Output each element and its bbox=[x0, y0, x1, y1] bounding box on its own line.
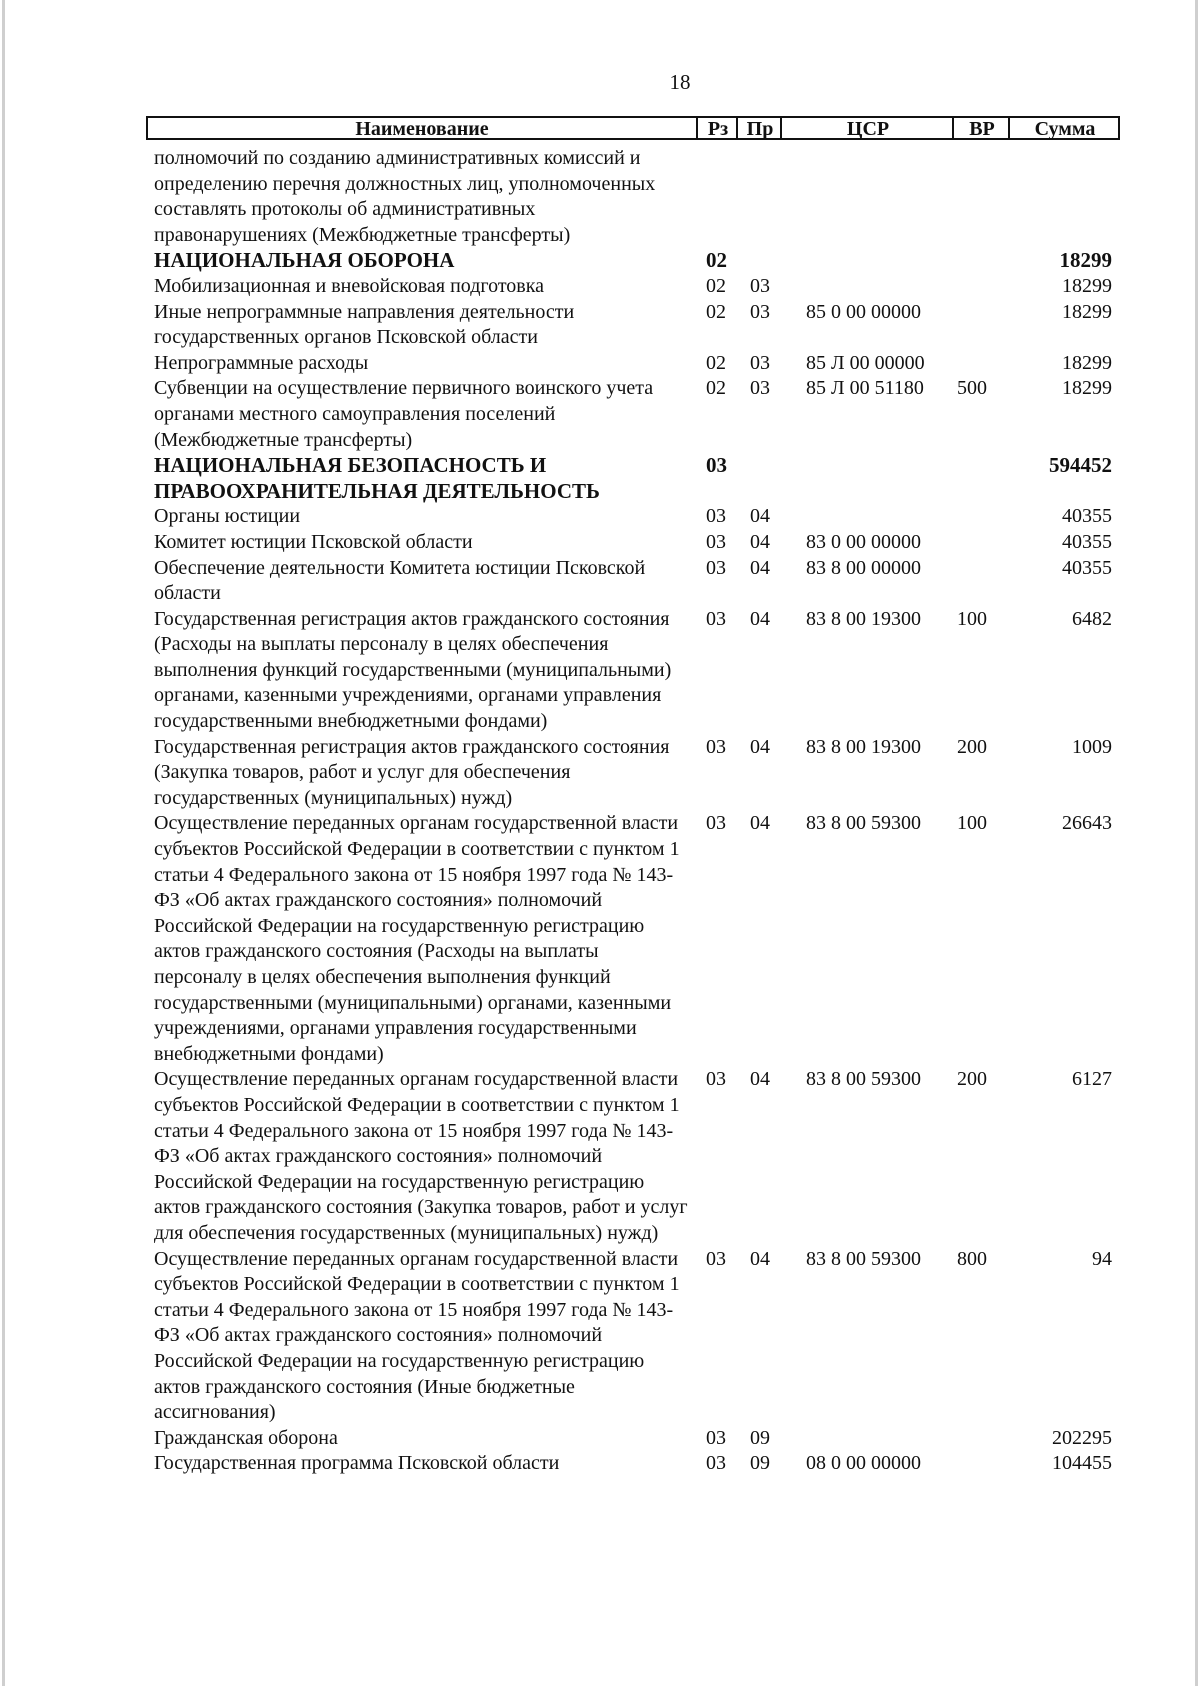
row-rz: 03 bbox=[706, 556, 726, 579]
header-pr: Пр bbox=[736, 118, 782, 138]
row-rz: 03 bbox=[706, 453, 727, 478]
scan-edge-left bbox=[2, 0, 5, 1686]
table-row bbox=[154, 274, 1120, 300]
row-pr: 09 bbox=[750, 1452, 770, 1475]
row-sum: 40355 bbox=[1062, 556, 1112, 579]
row-name: Мобилизационная и вневойсковая подготовка bbox=[154, 274, 545, 297]
budget-table bbox=[154, 146, 1120, 1477]
row-sum: 94 bbox=[1092, 1247, 1112, 1270]
table-row bbox=[154, 811, 1120, 1067]
row-sum: 18299 bbox=[1062, 300, 1112, 323]
row-name: Государственная регистрация актов гражданского состояния (Расходы на выплаты персоналу в целях обеспечения выполнения функций государственными (муниципальными) органами, казенными учреждениями, органами управления государственными внебюджетными фондами) bbox=[154, 607, 672, 733]
row-rz: 03 bbox=[706, 1452, 726, 1475]
row-name: Органы юстиции bbox=[154, 505, 301, 528]
row-pr: 03 bbox=[750, 377, 770, 400]
row-pr: 09 bbox=[750, 1426, 770, 1449]
row-rz: 02 bbox=[706, 248, 727, 273]
table-row bbox=[154, 607, 1120, 735]
table-row bbox=[154, 146, 1120, 248]
row-sum: 594452 bbox=[1049, 453, 1112, 478]
row-name: Государственная регистрация актов гражданского состояния (Закупка товаров, работ и услуг для обеспечения государственных (муниципальных) нужд) bbox=[154, 735, 670, 809]
header-csr: ЦСР bbox=[780, 118, 954, 138]
table-row bbox=[154, 376, 1120, 453]
row-sum: 18299 bbox=[1062, 377, 1112, 400]
row-csr: 83 8 00 00000 bbox=[806, 556, 921, 579]
row-rz: 03 bbox=[706, 1247, 726, 1270]
scan-edge-right bbox=[1195, 0, 1198, 1686]
row-vr: 800 bbox=[957, 1247, 987, 1270]
row-rz: 02 bbox=[706, 377, 726, 400]
row-rz: 02 bbox=[706, 274, 726, 297]
table-row bbox=[154, 556, 1120, 607]
table-row bbox=[154, 1451, 1120, 1477]
row-rz: 03 bbox=[706, 1068, 726, 1091]
row-pr: 04 bbox=[750, 1068, 770, 1091]
table-row bbox=[154, 530, 1120, 556]
row-pr: 04 bbox=[750, 505, 770, 528]
row-rz: 02 bbox=[706, 351, 726, 374]
row-sum: 1009 bbox=[1072, 735, 1112, 758]
table-row bbox=[154, 300, 1120, 351]
row-sum: 202295 bbox=[1052, 1426, 1112, 1449]
row-sum: 6127 bbox=[1072, 1068, 1112, 1091]
row-vr: 100 bbox=[957, 607, 987, 630]
row-rz: 03 bbox=[706, 1426, 726, 1449]
table-row bbox=[154, 1426, 1120, 1452]
table-row bbox=[154, 351, 1120, 377]
row-csr: 85 0 00 00000 bbox=[806, 300, 921, 323]
table-row bbox=[154, 735, 1120, 812]
row-rz: 03 bbox=[706, 735, 726, 758]
row-name: Комитет юстиции Псковской области bbox=[154, 530, 473, 553]
header-sum: Сумма bbox=[1008, 118, 1120, 138]
row-rz: 02 bbox=[706, 300, 726, 323]
row-name: Осуществление переданных органам государственной власти субъектов Российской Федерации в соответствии с пунктом 1 статьи 4 Федерального закона от 15 ноября 1997 года № 143-ФЗ «Об актах гражданского состояния» полномочий Российской Федерации на государственную регистрацию актов гражданского состояния (Закупка товаров, работ и услуг для обеспечения государственных (муниципальных) нужд) bbox=[154, 1068, 688, 1244]
row-name: Субвенции на осуществление первичного воинского учета органами местного самоуправления поселений (Межбюджетные трансферты) bbox=[154, 377, 654, 451]
row-csr: 83 8 00 59300 bbox=[806, 1068, 921, 1091]
row-name: Иные непрограммные направления деятельности государственных органов Псковской области bbox=[154, 300, 575, 349]
row-name: полномочий по созданию административных комиссий и определению перечня должностных лиц, уполномоченных составлять протоколы об административных правонарушениях (Межбюджетные трансферты) bbox=[154, 147, 656, 246]
table-row bbox=[154, 1247, 1120, 1426]
header-vr: ВР bbox=[952, 118, 1010, 138]
row-pr: 03 bbox=[750, 300, 770, 323]
row-csr: 08 0 00 00000 bbox=[806, 1452, 921, 1475]
table-row bbox=[154, 453, 1120, 504]
row-name: Осуществление переданных органам государственной власти субъектов Российской Федерации в соответствии с пунктом 1 статьи 4 Федерального закона от 15 ноября 1997 года № 143-ФЗ «Об актах гражданского состояния» полномочий Российской Федерации на государственную регистрацию актов гражданского состояния (Расходы на выплаты персоналу в целях обеспечения выполнения функций государственными (муниципальными) органами, казенными учреждениями, органами управления государственными внебюджетными фондами) bbox=[154, 812, 680, 1065]
row-sum: 40355 bbox=[1062, 530, 1112, 553]
row-name: Осуществление переданных органам государственной власти субъектов Российской Федерации в соответствии с пунктом 1 статьи 4 Федерального закона от 15 ноября 1997 года № 143-ФЗ «Об актах гражданского состояния» полномочий Российской Федерации на государственную регистрацию актов гражданского состояния (Иные бюджетные ассигнования) bbox=[154, 1247, 680, 1424]
row-csr: 85 Л 00 00000 bbox=[806, 351, 925, 374]
row-csr: 83 8 00 59300 bbox=[806, 812, 921, 835]
row-vr: 200 bbox=[957, 735, 987, 758]
header-rz: Рз bbox=[696, 118, 738, 138]
row-rz: 03 bbox=[706, 530, 726, 553]
row-sum: 40355 bbox=[1062, 505, 1112, 528]
row-name: Непрограммные расходы bbox=[154, 351, 369, 374]
page-number: 18 bbox=[669, 70, 691, 94]
row-name: НАЦИОНАЛЬНАЯ ОБОРОНА bbox=[154, 248, 455, 273]
row-pr: 04 bbox=[750, 530, 770, 553]
row-sum: 18299 bbox=[1062, 274, 1112, 297]
row-pr: 04 bbox=[750, 607, 770, 630]
row-vr: 200 bbox=[957, 1068, 987, 1091]
row-vr: 500 bbox=[957, 377, 987, 400]
table-row bbox=[154, 1067, 1120, 1246]
row-pr: 04 bbox=[750, 1247, 770, 1270]
table-row bbox=[154, 248, 1120, 274]
row-rz: 03 bbox=[706, 812, 726, 835]
table-row bbox=[154, 504, 1120, 530]
row-sum: 18299 bbox=[1062, 351, 1112, 374]
row-sum: 18299 bbox=[1059, 248, 1112, 273]
row-csr: 83 8 00 19300 bbox=[806, 607, 921, 630]
row-name: Обеспечение деятельности Комитета юстиции Псковской области bbox=[154, 556, 646, 605]
row-csr: 85 Л 00 51180 bbox=[806, 377, 924, 400]
row-name: Государственная программа Псковской области bbox=[154, 1452, 560, 1475]
header-name: Наименование bbox=[355, 118, 489, 140]
row-name: НАЦИОНАЛЬНАЯ БЕЗОПАСНОСТЬ И ПРАВООХРАНИТЕЛЬНАЯ ДЕЯТЕЛЬНОСТЬ bbox=[154, 453, 600, 503]
row-vr: 100 bbox=[957, 812, 987, 835]
row-rz: 03 bbox=[706, 505, 726, 528]
row-rz: 03 bbox=[706, 607, 726, 630]
row-csr: 83 8 00 59300 bbox=[806, 1247, 921, 1270]
row-csr: 83 0 00 00000 bbox=[806, 530, 921, 553]
row-sum: 104455 bbox=[1052, 1452, 1112, 1475]
table-header bbox=[146, 116, 1120, 140]
row-pr: 04 bbox=[750, 735, 770, 758]
row-csr: 83 8 00 19300 bbox=[806, 735, 921, 758]
row-sum: 26643 bbox=[1062, 812, 1112, 835]
row-pr: 04 bbox=[750, 812, 770, 835]
row-pr: 04 bbox=[750, 556, 770, 579]
row-pr: 03 bbox=[750, 274, 770, 297]
row-pr: 03 bbox=[750, 351, 770, 374]
row-sum: 6482 bbox=[1072, 607, 1112, 630]
row-name: Гражданская оборона bbox=[154, 1426, 338, 1449]
